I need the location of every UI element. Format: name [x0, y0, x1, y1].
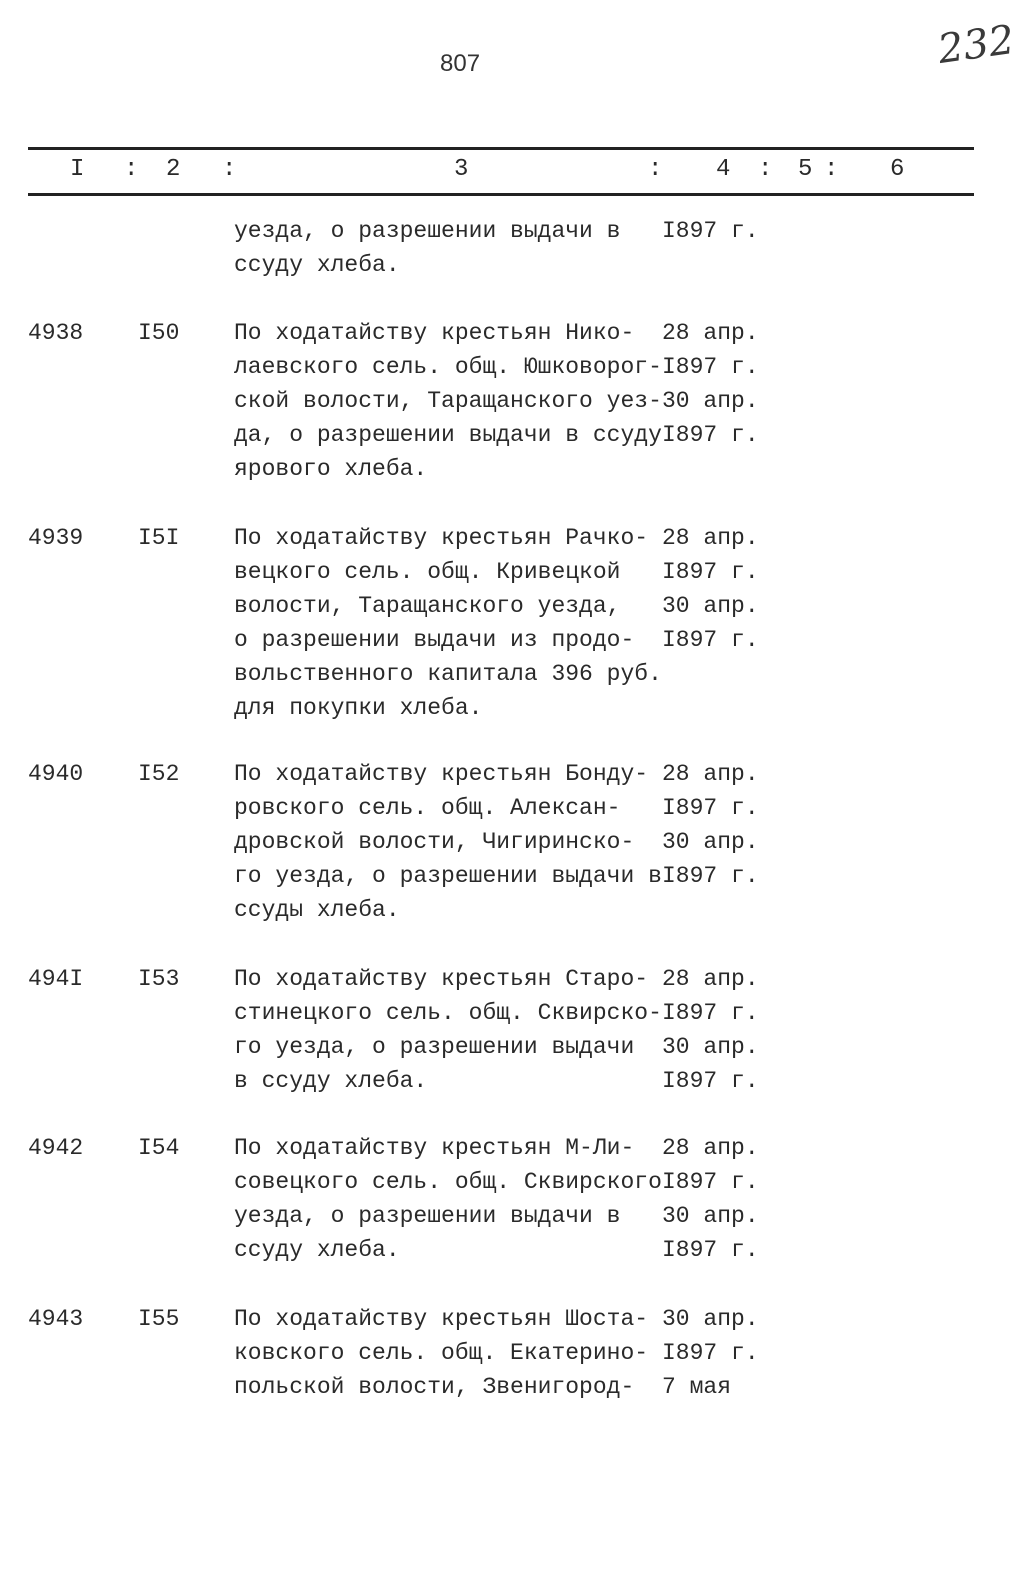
description-text: ковского сель. общ. Екатерино-: [234, 1340, 649, 1366]
description-text: стинецкого сель. общ. Сквирско-: [234, 1000, 662, 1026]
header-sep: :: [648, 156, 663, 183]
row-line: [0, 1135, 1024, 1169]
date-text: 30 апр.: [662, 1203, 759, 1229]
row-line: [0, 1169, 1024, 1203]
description-text: дровской волости, Чигиринско-: [234, 829, 635, 855]
header-bottom-rule: [28, 193, 974, 196]
row-line: [0, 525, 1024, 559]
item-number: I5I: [138, 525, 180, 551]
description-text: да, о разрешении выдачи в ссуду: [234, 422, 662, 448]
description-text: По ходатайству крестьян Рачко-: [234, 525, 649, 551]
date-text: 30 апр.: [662, 388, 759, 414]
record-number: 4939: [28, 525, 84, 551]
description-text: для покупки хлеба.: [234, 695, 483, 721]
description-text: польской волости, Звенигород-: [234, 1374, 635, 1400]
row-line: [0, 1000, 1024, 1034]
date-text: 7 мая: [662, 1374, 732, 1400]
date-text: 28 апр.: [662, 320, 759, 346]
description-text: ссуду хлеба.: [234, 252, 400, 278]
row-line: [0, 966, 1024, 1000]
date-text: I897 г.: [662, 795, 759, 821]
description-text: ссуды хлеба.: [234, 897, 400, 923]
date-text: I897 г.: [662, 1237, 759, 1263]
header-top-rule: [28, 147, 974, 150]
description-text: По ходатайству крестьян Нико-: [234, 320, 635, 346]
row-line: [0, 863, 1024, 897]
description-text: совецкого сель. общ. Сквирского: [234, 1169, 662, 1195]
date-text: 30 апр.: [662, 1034, 759, 1060]
item-number: I53: [138, 966, 180, 992]
header-col-3: 3: [454, 156, 469, 183]
header-sep: :: [124, 156, 139, 183]
description-text: ровского сель. общ. Алексан-: [234, 795, 621, 821]
date-text: 28 апр.: [662, 761, 759, 787]
description-text: о разрешении выдачи из продо-: [234, 627, 635, 653]
date-text: I897 г.: [662, 627, 759, 653]
row-line: [0, 218, 1024, 252]
row-line: [0, 1340, 1024, 1374]
date-text: I897 г.: [662, 422, 759, 448]
description-text: По ходатайству крестьян Шоста-: [234, 1306, 649, 1332]
date-text: I897 г.: [662, 1000, 759, 1026]
record-number: 494I: [28, 966, 84, 992]
row-line: [0, 252, 1024, 286]
date-text: I897 г.: [662, 1068, 759, 1094]
header-col-2: 2: [166, 156, 181, 183]
description-text: в ссуду хлеба.: [234, 1068, 428, 1094]
row-line: [0, 1237, 1024, 1271]
description-text: ссуду хлеба.: [234, 1237, 400, 1263]
row-line: [0, 897, 1024, 931]
row-line: [0, 829, 1024, 863]
row-line: [0, 559, 1024, 593]
row-line: [0, 354, 1024, 388]
row-line: [0, 422, 1024, 456]
header-col-6: 6: [890, 156, 905, 183]
date-text: 30 апр.: [662, 829, 759, 855]
description-text: По ходатайству крестьян Бонду-: [234, 761, 649, 787]
description-text: лаевского сель. общ. Юшковорог-: [234, 354, 662, 380]
description-text: го уезда, о разрешении выдачи в: [234, 863, 662, 889]
date-text: I897 г.: [662, 218, 759, 244]
record-number: 4938: [28, 320, 84, 346]
description-text: вольственного капитала 396 руб.: [234, 661, 662, 687]
date-text: I897 г.: [662, 559, 759, 585]
handwritten-sheet-number: 232: [935, 16, 1018, 74]
row-line: [0, 1374, 1024, 1408]
date-text: 28 апр.: [662, 525, 759, 551]
row-line: [0, 320, 1024, 354]
description-text: волости, Таращанского уезда,: [234, 593, 621, 619]
row-line: [0, 695, 1024, 729]
date-text: 30 апр.: [662, 1306, 759, 1332]
header-col-1: I: [70, 156, 85, 183]
record-number: 4942: [28, 1135, 84, 1161]
row-line: [0, 1306, 1024, 1340]
date-text: I897 г.: [662, 1340, 759, 1366]
item-number: I55: [138, 1306, 180, 1332]
date-text: I897 г.: [662, 863, 759, 889]
record-number: 4940: [28, 761, 84, 787]
row-line: [0, 1034, 1024, 1068]
row-line: [0, 795, 1024, 829]
header-sep: :: [824, 156, 839, 183]
date-text: I897 г.: [662, 354, 759, 380]
description-text: По ходатайству крестьян Старо-: [234, 966, 649, 992]
item-number: I52: [138, 761, 180, 787]
page-number: 807: [440, 50, 481, 77]
date-text: 30 апр.: [662, 593, 759, 619]
date-text: 28 апр.: [662, 966, 759, 992]
description-text: ской волости, Таращанского уез-: [234, 388, 662, 414]
row-line: [0, 627, 1024, 661]
row-line: [0, 1203, 1024, 1237]
row-line: [0, 761, 1024, 795]
description-text: уезда, о разрешении выдачи в: [234, 218, 621, 244]
description-text: вецкого сель. общ. Кривецкой: [234, 559, 621, 585]
header-col-5: 5: [798, 156, 813, 183]
header-sep: :: [222, 156, 237, 183]
row-line: [0, 456, 1024, 490]
table-header: [28, 152, 974, 192]
record-number: 4943: [28, 1306, 84, 1332]
header-sep: :: [758, 156, 773, 183]
row-line: [0, 1068, 1024, 1102]
row-line: [0, 661, 1024, 695]
date-text: I897 г.: [662, 1169, 759, 1195]
row-line: [0, 593, 1024, 627]
description-text: го уезда, о разрешении выдачи: [234, 1034, 635, 1060]
row-line: [0, 388, 1024, 422]
item-number: I54: [138, 1135, 180, 1161]
description-text: ярового хлеба.: [234, 456, 428, 482]
description-text: уезда, о разрешении выдачи в: [234, 1203, 621, 1229]
date-text: 28 апр.: [662, 1135, 759, 1161]
header-col-4: 4: [716, 156, 731, 183]
item-number: I50: [138, 320, 180, 346]
description-text: По ходатайству крестьян М-Ли-: [234, 1135, 635, 1161]
